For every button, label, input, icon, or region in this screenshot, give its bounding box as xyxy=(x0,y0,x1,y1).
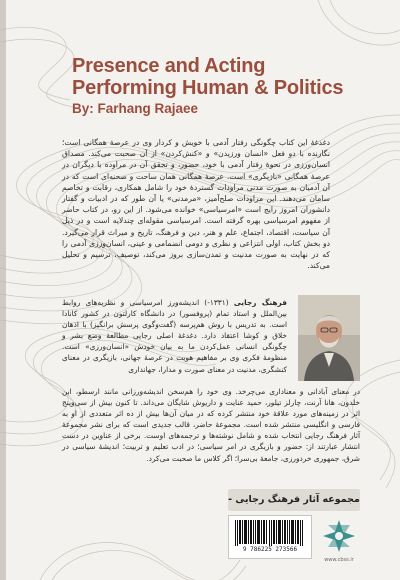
author-line: By: Farhang Rajaee xyxy=(72,101,199,116)
publisher-star-logo-icon xyxy=(318,515,360,557)
author-bio-top xyxy=(62,297,287,375)
title-line-2: Performing Human & Politics xyxy=(72,77,344,99)
author-photo xyxy=(298,295,360,381)
barcode-icon xyxy=(235,520,305,546)
title-line-1: Presence and Acting xyxy=(72,55,266,77)
book-title xyxy=(72,55,372,99)
author-bio-text-1: (۱۳۳۱-) اندیشه‌ورز امرسیاسی و نظریه‌های روابط بین‌الملل و استاد تمام (پروفسور) در دانشگاه کارلتون در کشور کانادا است. به تدریس با روش هم‌پرسه (گفت‌وگوی پرسش برانگیز) با اذهان خلاق و کوشا اعتقاد دارد. دغدغهٔ اصلی رجایی مطالعهٔ وضع بشر و چگونگی انسانی عمل‌کردن ما به بیان خودش «انسان‌ورزی» است. منظومهٔ فکری وی بر مفاهیم هویت در عرصهٔ جهانی، بازیگری در معنای کنشگری، مدنیت در معنای صورت و مدارا، جهانداری xyxy=(62,298,287,374)
series-label: مجموعه آثار فرهنگ رجایی - xyxy=(228,489,360,511)
isbn-number: 9 786225 273566 xyxy=(242,546,298,553)
author-bio-bottom: در معنای آبادانی و معناداری می‌چرخد. وی خود را هم‌سخن اندیشه‌ورزانی مانند ارسطو، ابن خلدون، هانا آرنت، چارلز تیلور، حمید عنایت و داریوش شایگان می‌داند. تا کنون بیش از سی‌وپنج اثر در زمینه‌های مورد علاقهٔ خود منتشر کرده که در میان آن‌ها بیش از ده اثر متعددی از او به فارسی و انگلیسی منتشر شده است. مجموعهٔ حاضر، قالب جدیدی است که برای نشر مجموعهٔ آثار فرهنگ رجایی انتخاب شده و شامل نوشته‌ها و ترجمه‌های اوست. برخی از عناوین در دست انتشار عبارتند از: حضور و بازیگری در امر سیاسی؛ در ادب تعلیم و تربیت؛ اندیشهٔ سیاسی در شرق، جمهوری خردورزی، جامعهٔ بی‌سرا؛ اگر کلاس ما صحبت می‌کرد. xyxy=(62,387,360,463)
isbn-barcode xyxy=(228,515,312,559)
publisher-url: www.cbss.ir xyxy=(324,557,354,563)
author-photo-icon xyxy=(298,295,360,381)
book-description: دغدغهٔ این کتاب چگونگی رفتار آدمی با خویش و کردار وی در عرصهٔ همگانی است؛ نگارنده با دو فعل «انسان ورزیدن» و «کنش‌کردن» از آن صحبت می‌کند. مصداق انسان‌ورزی در نحوهٔ رفتار آدمی با خود، حضور، و تحقق آن در مراوده با دیگران در عرصهٔ همگانی «بازیگری» است. عرصهٔ همگانی همان ساحت و صحنه‌ای است که در آن آدمیان به صورت مدنی مراودات گستردهٔ خود را شامل همکاری، رقابت و تخاصم سامان می‌دهند. این مراودات صلح‌آمیز، «مرمدنی» یا آن طور که در ادبیات و گفتار دانشوران امروز رایج است «امرسیاسی» خوانده می‌شود. از این رو، در کتاب حاضر از مفهوم امرسیاسی بهره گرفته است. امرسیاسی مقوله‌ای چندلایه است و در ذیل آن سیاست، اقتصاد، اجتماع، علم و هنر، دین و فرهنگ، تاریخ و میراث قرار می‌گیرد. دو بخش کتاب، اولی انتزاعی و نظری و دومی انضمامی و عینی، انسان‌ورزی آدمی را که در نهایت به صورت مدنیت و تمدن‌سازی بروز می‌کند، توصیف، ترسیم و تحلیل می‌کند. xyxy=(62,138,330,271)
author-name: فرهنگ رجایی xyxy=(233,298,287,307)
